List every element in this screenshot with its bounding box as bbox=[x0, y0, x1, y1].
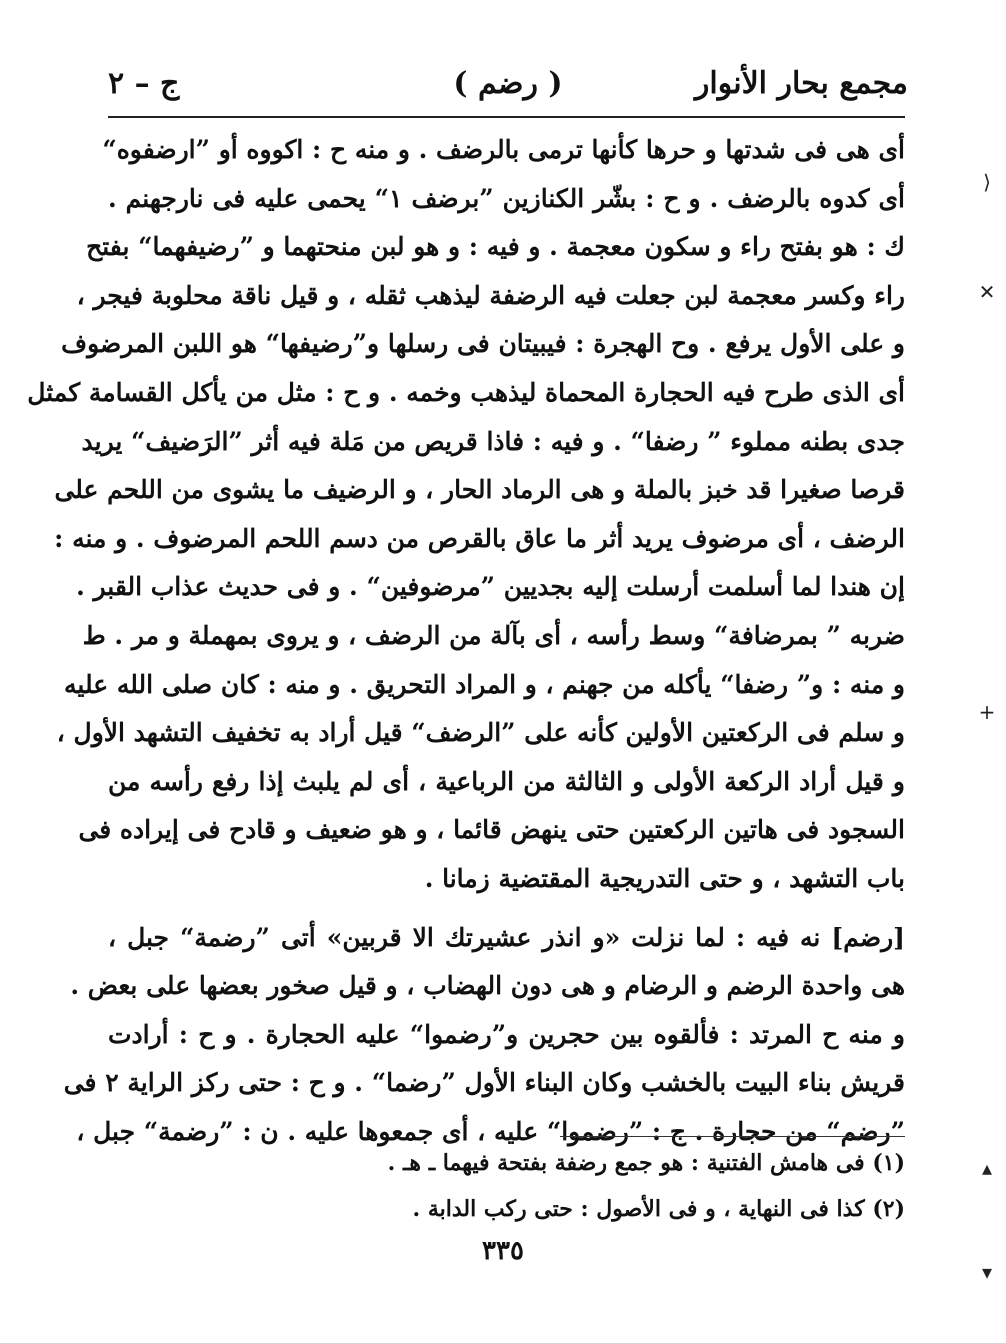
margin-mark: ✕ bbox=[978, 280, 996, 304]
volume-label: ج – ٢ bbox=[108, 66, 180, 101]
text-line: أى هى فى شدتها و حرها كأنها ترمى بالرضف . و منه ح : اكووه أو ”ارضفوه“ bbox=[102, 135, 905, 164]
text-line: قريش بناء البيت بالخشب وكان البناء الأول ”رضما“ . و ح : حتى ركز الراية ٢ فى bbox=[63, 1068, 905, 1098]
margin-mark: ⟩ bbox=[983, 170, 991, 194]
text-line: جدى بطنه مملوء ” رضفا“ . و فيه : فاذا قريص من مَلة فيه أثر ”الرَضيف“ يريد bbox=[81, 426, 905, 456]
text-line: باب التشهد ، و حتى التدريجية المقتضية زمانا . bbox=[424, 863, 905, 893]
footnote-rule bbox=[560, 1136, 905, 1137]
margin-mark: ▾ bbox=[981, 1260, 993, 1284]
page-number: ٣٣٥ bbox=[482, 1236, 524, 1266]
footnote: (٢) كذا فى النهاية ، و فى الأصول : حتى ركب الدابة . bbox=[412, 1196, 905, 1222]
margin-mark: + bbox=[978, 700, 996, 724]
text-line: أى الذى طرح فيه الحجارة المحماة ليذهب وخمه . و ح : مثل من يأكل القسامة كمثل bbox=[27, 377, 905, 407]
text-line: و سلم فى الركعتين الأولين كأنه على ”الرضف“ قيل أراد به تخفيف التشهد الأول ، bbox=[56, 718, 905, 748]
text-line: و قيل أراد الركعة الأولى و الثالثة من الرباعية ، أى لم يلبث إذا رفع رأسه من bbox=[108, 766, 905, 796]
text-line: و على الأول يرفع . وح الهجرة : فيبيتان فى رسلها و”رضيفها“ هو اللبن المرضوف bbox=[61, 329, 905, 359]
text-line: إن هندا لما أسلمت أرسلت إليه بجديين ”مرضوفين“ . و فى حديث عذاب القبر . bbox=[76, 572, 905, 602]
text-line: الرضف ، أى مرضوف يريد أثر ما عاق بالقرص من دسم اللحم المرضوف . و منه : bbox=[54, 523, 905, 553]
text-line: ضربه ” بمرضافة“ وسط رأسه ، أى بآلة من الرضف ، و يروى بمهملة و مر . ط bbox=[82, 620, 905, 650]
running-header bbox=[108, 66, 908, 112]
text-line: و منه : و” رضفا“ يأكله من جهنم ، و المراد التحريق . و منه : كان صلى الله عليه bbox=[64, 669, 905, 699]
header-rule bbox=[108, 116, 905, 118]
entry-heading-line: [رضم] نه فيه : لما نزلت «و انذر عشيرتك الا قربين» أتى ”رضمة“ جبل ، bbox=[108, 922, 905, 952]
text-line: و منه ح المرتد : فألقوه بين حجرين و”رضموا“ عليه الحجارة . و ح : أرادت bbox=[108, 1019, 905, 1049]
footnotes bbox=[108, 1140, 905, 1232]
text-line: قرصا صغيرا قد خبز بالملة و هى الرماد الحار ، و الرضيف ما يشوى من اللحم على bbox=[54, 475, 905, 505]
text-line: راء وكسر معجمة لبن جعلت فيه الرضفة ليذهب ثقله ، و قيل ناقة محلوبة فيجر ، bbox=[76, 280, 905, 310]
main-text bbox=[27, 126, 905, 1156]
text-line: السجود فى هاتين الركعتين حتى ينهض قائما ، و هو ضعيف و قادح فى إيراده فى bbox=[78, 815, 905, 845]
text-line: ”رضم“ من حجارة . ج : ”رضموا“ عليه ، أى جمعوها عليه . ن : ”رضمة“ جبل ، bbox=[76, 1116, 905, 1146]
text-line: أى كدوه بالرضف . و ح : بشّر الكنازين ”برضف ١“ يحمى عليه فى نارجهنم . bbox=[108, 183, 905, 213]
book-title: مجمع بحار الأنوار bbox=[694, 66, 908, 101]
margin-mark: ▴ bbox=[981, 1156, 993, 1180]
footnote: (١) فى هامش الفتنية : هو جمع رضفة بفتحة فيهما ـ هـ . bbox=[387, 1150, 905, 1176]
text-line: هى واحدة الرضم و الرضام و هى دون الهضاب ، و قيل صخور بعضها على بعض . bbox=[70, 971, 905, 1001]
text-line: ك : هو بفتح راء و سكون معجمة . و فيه : و هو لبن منحتهما و ”رضيفهما“ بفتح bbox=[86, 232, 905, 262]
entry-range: ( رضم ) bbox=[453, 66, 563, 101]
